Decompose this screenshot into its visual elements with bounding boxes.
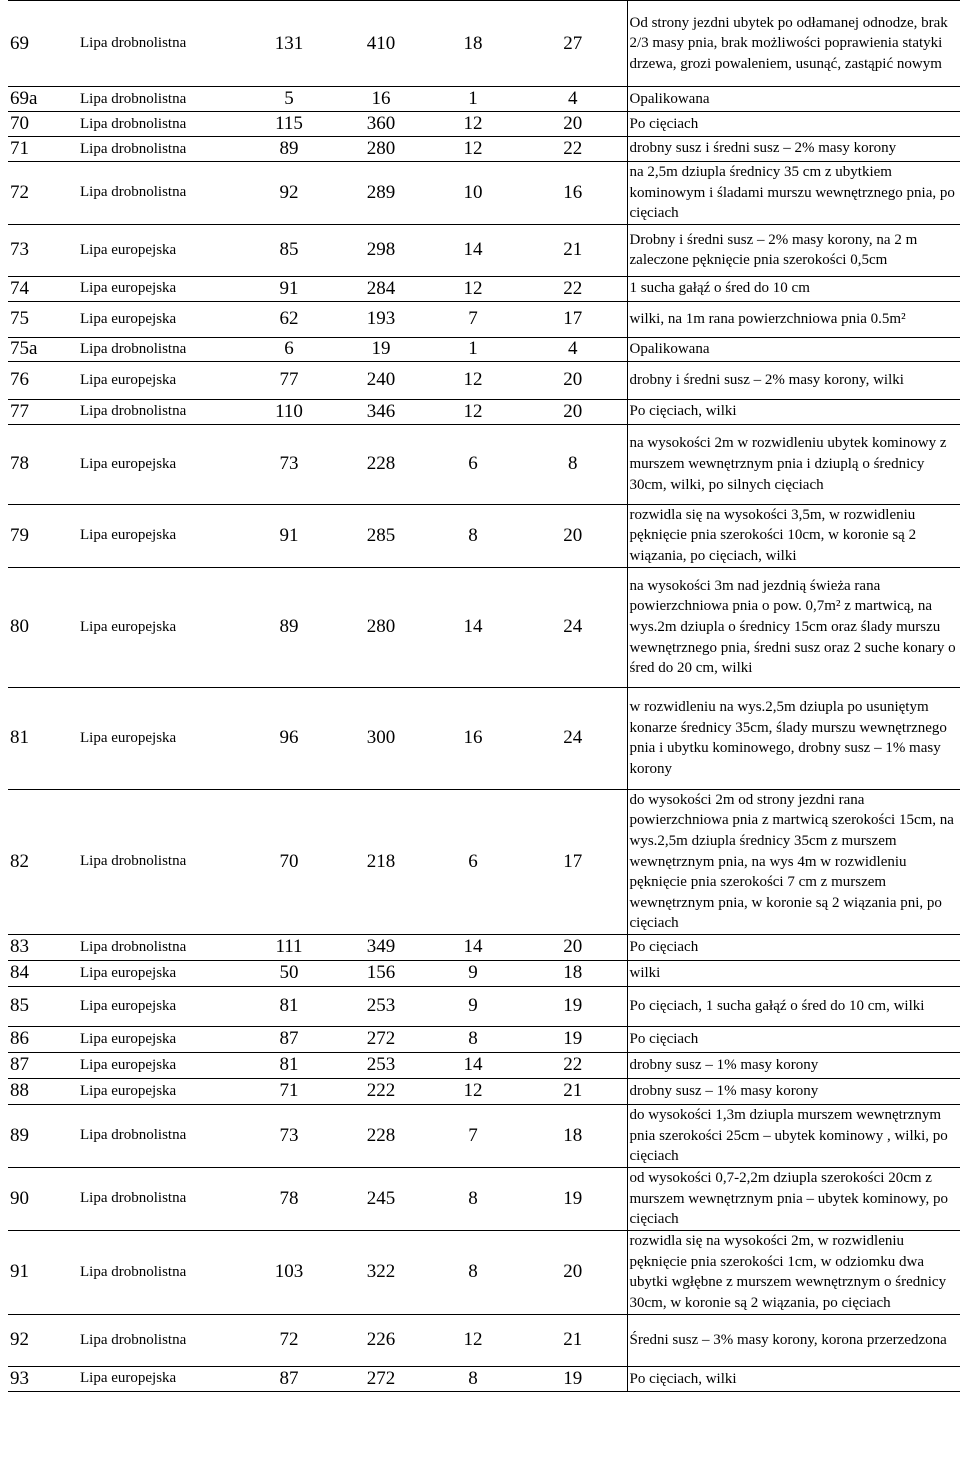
measurement-4: 17 bbox=[519, 301, 627, 337]
table-row bbox=[8, 301, 960, 337]
measurement-1: 89 bbox=[243, 567, 335, 687]
measurement-2: 289 bbox=[335, 162, 427, 225]
tree-condition-note: rozwidla się na wysokości 2m, w rozwidleniu pęknięcie pnia szerokości 1cm, w odziomku dwa ubytki wgłębne z murszem wewnętrznym o średnicy 30cm, w koronie są 2 wiązania, po cięciach bbox=[627, 1230, 960, 1314]
measurement-4: 21 bbox=[519, 1314, 627, 1366]
table-row bbox=[8, 934, 960, 960]
table-row bbox=[8, 112, 960, 137]
measurement-4: 19 bbox=[519, 1167, 627, 1230]
measurement-4: 24 bbox=[519, 687, 627, 789]
measurement-1: 6 bbox=[243, 337, 335, 361]
measurement-2: 410 bbox=[335, 1, 427, 87]
tree-condition-note: 1 sucha gałąź o śred do 10 cm bbox=[627, 276, 960, 301]
measurement-1: 87 bbox=[243, 1366, 335, 1391]
measurement-4: 19 bbox=[519, 986, 627, 1026]
tree-number: 70 bbox=[8, 112, 78, 137]
tree-condition-note: drobny susz i średni susz – 2% masy korony bbox=[627, 137, 960, 162]
measurement-3: 14 bbox=[427, 567, 519, 687]
tree-number: 88 bbox=[8, 1078, 78, 1104]
measurement-1: 77 bbox=[243, 361, 335, 399]
table-row bbox=[8, 162, 960, 225]
measurement-4: 21 bbox=[519, 224, 627, 276]
tree-species: Lipa europejska bbox=[78, 1026, 243, 1052]
measurement-2: 280 bbox=[335, 567, 427, 687]
measurement-1: 81 bbox=[243, 1052, 335, 1078]
tree-species: Lipa drobnolistna bbox=[78, 789, 243, 934]
tree-species: Lipa europejska bbox=[78, 567, 243, 687]
tree-inventory-table bbox=[8, 0, 960, 1392]
measurement-2: 322 bbox=[335, 1230, 427, 1314]
measurement-3: 12 bbox=[427, 276, 519, 301]
measurement-2: 284 bbox=[335, 276, 427, 301]
tree-number: 91 bbox=[8, 1230, 78, 1314]
measurement-1: 73 bbox=[243, 1104, 335, 1167]
table-row bbox=[8, 1078, 960, 1104]
table-row bbox=[8, 1052, 960, 1078]
measurement-1: 85 bbox=[243, 224, 335, 276]
measurement-1: 5 bbox=[243, 87, 335, 112]
measurement-1: 73 bbox=[243, 424, 335, 504]
tree-species: Lipa drobnolistna bbox=[78, 137, 243, 162]
tree-species: Lipa europejska bbox=[78, 960, 243, 986]
tree-number: 85 bbox=[8, 986, 78, 1026]
measurement-2: 253 bbox=[335, 986, 427, 1026]
tree-condition-note: Po cięciach bbox=[627, 934, 960, 960]
measurement-3: 14 bbox=[427, 934, 519, 960]
tree-number: 90 bbox=[8, 1167, 78, 1230]
measurement-1: 96 bbox=[243, 687, 335, 789]
measurement-1: 91 bbox=[243, 504, 335, 567]
measurement-2: 245 bbox=[335, 1167, 427, 1230]
table-row bbox=[8, 361, 960, 399]
measurement-4: 20 bbox=[519, 112, 627, 137]
tree-number: 81 bbox=[8, 687, 78, 789]
tree-species: Lipa europejska bbox=[78, 986, 243, 1026]
tree-species: Lipa drobnolistna bbox=[78, 399, 243, 424]
measurement-3: 8 bbox=[427, 1230, 519, 1314]
measurement-4: 21 bbox=[519, 1078, 627, 1104]
measurement-1: 87 bbox=[243, 1026, 335, 1052]
tree-species: Lipa europejska bbox=[78, 424, 243, 504]
measurement-2: 253 bbox=[335, 1052, 427, 1078]
tree-number: 78 bbox=[8, 424, 78, 504]
table-row bbox=[8, 1104, 960, 1167]
tree-number: 72 bbox=[8, 162, 78, 225]
tree-number: 79 bbox=[8, 504, 78, 567]
tree-species: Lipa drobnolistna bbox=[78, 934, 243, 960]
measurement-2: 193 bbox=[335, 301, 427, 337]
tree-condition-note: Po cięciach bbox=[627, 112, 960, 137]
measurement-3: 8 bbox=[427, 504, 519, 567]
measurement-2: 280 bbox=[335, 137, 427, 162]
measurement-1: 115 bbox=[243, 112, 335, 137]
tree-species: Lipa drobnolistna bbox=[78, 112, 243, 137]
tree-species: Lipa drobnolistna bbox=[78, 1230, 243, 1314]
measurement-1: 131 bbox=[243, 1, 335, 87]
measurement-2: 300 bbox=[335, 687, 427, 789]
measurement-3: 12 bbox=[427, 112, 519, 137]
measurement-2: 218 bbox=[335, 789, 427, 934]
tree-number: 84 bbox=[8, 960, 78, 986]
table-row bbox=[8, 399, 960, 424]
tree-number: 89 bbox=[8, 1104, 78, 1167]
measurement-4: 19 bbox=[519, 1026, 627, 1052]
table-row bbox=[8, 986, 960, 1026]
measurement-3: 7 bbox=[427, 1104, 519, 1167]
tree-species: Lipa drobnolistna bbox=[78, 1, 243, 87]
measurement-1: 62 bbox=[243, 301, 335, 337]
measurement-2: 240 bbox=[335, 361, 427, 399]
tree-species: Lipa drobnolistna bbox=[78, 87, 243, 112]
table-row bbox=[8, 87, 960, 112]
tree-condition-note: rozwidla się na wysokości 3,5m, w rozwidleniu pęknięcie pnia szerokości 10cm, w koronie są 2 wiązania, po cięciach, wilki bbox=[627, 504, 960, 567]
table-row bbox=[8, 276, 960, 301]
measurement-4: 22 bbox=[519, 276, 627, 301]
table-row bbox=[8, 1167, 960, 1230]
measurement-3: 8 bbox=[427, 1167, 519, 1230]
measurement-3: 8 bbox=[427, 1026, 519, 1052]
measurement-1: 110 bbox=[243, 399, 335, 424]
measurement-2: 156 bbox=[335, 960, 427, 986]
measurement-3: 7 bbox=[427, 301, 519, 337]
measurement-3: 1 bbox=[427, 87, 519, 112]
measurement-4: 27 bbox=[519, 1, 627, 87]
tree-condition-note: Opalikowana bbox=[627, 87, 960, 112]
measurement-3: 14 bbox=[427, 1052, 519, 1078]
tree-condition-note: na 2,5m dziupla średnicy 35 cm z ubytkiem kominowym i śladami murszu wewnętrznego pnia, po cięciach bbox=[627, 162, 960, 225]
tree-number: 80 bbox=[8, 567, 78, 687]
table-row bbox=[8, 504, 960, 567]
tree-condition-note: w rozwidleniu na wys.2,5m dziupla po usuniętym konarze średnicy 35cm, ślady murszu wewnętrznego pnia i ubytku kominowego, drobny susz – 1% masy korony bbox=[627, 687, 960, 789]
measurement-2: 272 bbox=[335, 1366, 427, 1391]
table-row bbox=[8, 137, 960, 162]
measurement-1: 71 bbox=[243, 1078, 335, 1104]
tree-number: 73 bbox=[8, 224, 78, 276]
table-row bbox=[8, 337, 960, 361]
table-row bbox=[8, 1230, 960, 1314]
table-row bbox=[8, 1, 960, 87]
measurement-1: 111 bbox=[243, 934, 335, 960]
tree-species: Lipa europejska bbox=[78, 361, 243, 399]
tree-condition-note: wilki bbox=[627, 960, 960, 986]
measurement-2: 285 bbox=[335, 504, 427, 567]
tree-condition-note: drobny susz – 1% masy korony bbox=[627, 1052, 960, 1078]
measurement-4: 20 bbox=[519, 399, 627, 424]
measurement-2: 16 bbox=[335, 87, 427, 112]
tree-number: 76 bbox=[8, 361, 78, 399]
tree-condition-note: do wysokości 2m od strony jezdni rana powierzchniowa pnia z martwicą szerokości 15cm, na wys.2,5m dziupla średnicy 35cm z murszem wewnętrznym pnia, na wys 4m w rozwidleniu pęknięcie pnia szerokości 7 cm z murszem wewnętrznym pnia, w koronie są 2 wiązania pni, po cięciach bbox=[627, 789, 960, 934]
tree-condition-note: na wysokości 3m nad jezdnią świeża rana powierzchniowa pnia o pow. 0,7m² z martwicą, na wys.2m dziupla o średnicy 15cm oraz ślady murszu wewnętrznego pnia, średni susz oraz 2 suche konary o śred do 20 cm, wilki bbox=[627, 567, 960, 687]
measurement-4: 20 bbox=[519, 1230, 627, 1314]
table-row bbox=[8, 789, 960, 934]
tree-number: 87 bbox=[8, 1052, 78, 1078]
tree-species: Lipa drobnolistna bbox=[78, 1167, 243, 1230]
tree-table-body bbox=[8, 1, 960, 1392]
tree-species: Lipa drobnolistna bbox=[78, 162, 243, 225]
tree-species: Lipa europejska bbox=[78, 224, 243, 276]
measurement-1: 50 bbox=[243, 960, 335, 986]
measurement-1: 91 bbox=[243, 276, 335, 301]
tree-number: 93 bbox=[8, 1366, 78, 1391]
measurement-1: 78 bbox=[243, 1167, 335, 1230]
tree-number: 71 bbox=[8, 137, 78, 162]
tree-species: Lipa europejska bbox=[78, 276, 243, 301]
table-row bbox=[8, 1026, 960, 1052]
tree-species: Lipa drobnolistna bbox=[78, 337, 243, 361]
measurement-1: 89 bbox=[243, 137, 335, 162]
measurement-3: 12 bbox=[427, 399, 519, 424]
measurement-2: 298 bbox=[335, 224, 427, 276]
measurement-3: 6 bbox=[427, 789, 519, 934]
measurement-2: 346 bbox=[335, 399, 427, 424]
measurement-1: 81 bbox=[243, 986, 335, 1026]
tree-number: 77 bbox=[8, 399, 78, 424]
measurement-4: 18 bbox=[519, 1104, 627, 1167]
measurement-2: 349 bbox=[335, 934, 427, 960]
measurement-3: 1 bbox=[427, 337, 519, 361]
tree-condition-note: Opalikowana bbox=[627, 337, 960, 361]
tree-condition-note: Średni susz – 3% masy korony, korona przerzedzona bbox=[627, 1314, 960, 1366]
measurement-3: 9 bbox=[427, 960, 519, 986]
tree-condition-note: drobny susz – 1% masy korony bbox=[627, 1078, 960, 1104]
measurement-2: 228 bbox=[335, 424, 427, 504]
tree-condition-note: od wysokości 0,7-2,2m dziupla szerokości 20cm z murszem wewnętrznym pnia – ubytek kominowy, po cięciach bbox=[627, 1167, 960, 1230]
tree-condition-note: wilki, na 1m rana powierzchniowa pnia 0.5m² bbox=[627, 301, 960, 337]
tree-species: Lipa europejska bbox=[78, 1366, 243, 1391]
measurement-2: 228 bbox=[335, 1104, 427, 1167]
measurement-3: 12 bbox=[427, 1314, 519, 1366]
tree-species: Lipa europejska bbox=[78, 687, 243, 789]
tree-condition-note: drobny i średni susz – 2% masy korony, wilki bbox=[627, 361, 960, 399]
tree-number: 74 bbox=[8, 276, 78, 301]
tree-species: Lipa europejska bbox=[78, 504, 243, 567]
tree-number: 75 bbox=[8, 301, 78, 337]
measurement-4: 22 bbox=[519, 137, 627, 162]
measurement-3: 12 bbox=[427, 361, 519, 399]
tree-condition-note: Od strony jezdni ubytek po odłamanej odnodze, brak 2/3 masy pnia, brak możliwości poprawienia statyki drzewa, grozi powaleniem, usunąć, zastąpić nowym bbox=[627, 1, 960, 87]
measurement-2: 360 bbox=[335, 112, 427, 137]
tree-species: Lipa drobnolistna bbox=[78, 1314, 243, 1366]
table-row bbox=[8, 567, 960, 687]
tree-number: 82 bbox=[8, 789, 78, 934]
measurement-3: 10 bbox=[427, 162, 519, 225]
tree-number: 75a bbox=[8, 337, 78, 361]
measurement-4: 20 bbox=[519, 934, 627, 960]
measurement-3: 8 bbox=[427, 1366, 519, 1391]
measurement-2: 272 bbox=[335, 1026, 427, 1052]
measurement-1: 103 bbox=[243, 1230, 335, 1314]
tree-condition-note: Drobny i średni susz – 2% masy korony, na 2 m zaleczone pęknięcie pnia szerokości 0,5cm bbox=[627, 224, 960, 276]
measurement-2: 222 bbox=[335, 1078, 427, 1104]
measurement-4: 18 bbox=[519, 960, 627, 986]
measurement-3: 16 bbox=[427, 687, 519, 789]
tree-species: Lipa drobnolistna bbox=[78, 1104, 243, 1167]
table-row bbox=[8, 1314, 960, 1366]
measurement-3: 12 bbox=[427, 137, 519, 162]
tree-condition-note: Po cięciach, wilki bbox=[627, 399, 960, 424]
measurement-4: 19 bbox=[519, 1366, 627, 1391]
tree-species: Lipa europejska bbox=[78, 1052, 243, 1078]
measurement-3: 12 bbox=[427, 1078, 519, 1104]
measurement-4: 17 bbox=[519, 789, 627, 934]
table-row bbox=[8, 224, 960, 276]
measurement-1: 70 bbox=[243, 789, 335, 934]
tree-condition-note: na wysokości 2m w rozwidleniu ubytek kominowy z murszem wewnętrznym pnia i dziuplą o średnicy 30cm, wilki, po silnych cięciach bbox=[627, 424, 960, 504]
tree-number: 92 bbox=[8, 1314, 78, 1366]
measurement-3: 14 bbox=[427, 224, 519, 276]
tree-number: 69 bbox=[8, 1, 78, 87]
measurement-1: 72 bbox=[243, 1314, 335, 1366]
tree-condition-note: Po cięciach bbox=[627, 1026, 960, 1052]
table-row bbox=[8, 687, 960, 789]
table-row bbox=[8, 960, 960, 986]
measurement-4: 20 bbox=[519, 361, 627, 399]
measurement-4: 16 bbox=[519, 162, 627, 225]
measurement-4: 4 bbox=[519, 87, 627, 112]
tree-number: 69a bbox=[8, 87, 78, 112]
tree-condition-note: Po cięciach, 1 sucha gałąź o śred do 10 cm, wilki bbox=[627, 986, 960, 1026]
measurement-4: 24 bbox=[519, 567, 627, 687]
tree-condition-note: do wysokości 1,3m dziupla murszem wewnętrznym pnia szerokości 25cm – ubytek kominowy , wilki, po cięciach bbox=[627, 1104, 960, 1167]
measurement-4: 8 bbox=[519, 424, 627, 504]
tree-species: Lipa europejska bbox=[78, 301, 243, 337]
measurement-2: 226 bbox=[335, 1314, 427, 1366]
tree-condition-note: Po cięciach, wilki bbox=[627, 1366, 960, 1391]
tree-number: 83 bbox=[8, 934, 78, 960]
table-row bbox=[8, 424, 960, 504]
measurement-3: 18 bbox=[427, 1, 519, 87]
measurement-3: 6 bbox=[427, 424, 519, 504]
tree-number: 86 bbox=[8, 1026, 78, 1052]
measurement-4: 22 bbox=[519, 1052, 627, 1078]
measurement-1: 92 bbox=[243, 162, 335, 225]
measurement-3: 9 bbox=[427, 986, 519, 1026]
tree-species: Lipa europejska bbox=[78, 1078, 243, 1104]
measurement-4: 4 bbox=[519, 337, 627, 361]
measurement-4: 20 bbox=[519, 504, 627, 567]
measurement-2: 19 bbox=[335, 337, 427, 361]
table-row bbox=[8, 1366, 960, 1391]
